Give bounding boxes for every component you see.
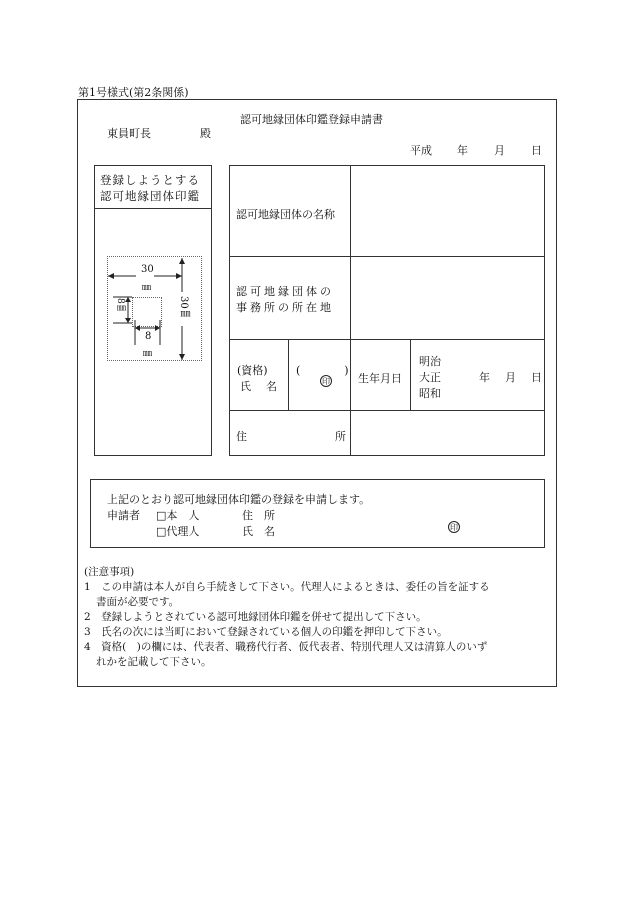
column-divider	[410, 339, 411, 410]
applicant-address-label: 住 所	[242, 509, 275, 522]
form-number: 第1号様式(第2条関係)	[78, 86, 189, 99]
applicant-label: 申請者	[107, 509, 140, 522]
note-4: 4 資格( )の欄には、代表者、職務代行者、仮代表者、特別代理人又は清算人のいず	[84, 641, 488, 653]
applicant-seal-icon: 印	[450, 523, 458, 532]
address-label-b: 所	[335, 430, 346, 443]
row-divider	[229, 256, 545, 257]
declaration-text: 上記のとおり認可地縁団体印鑑の登録を申請します。	[107, 493, 371, 506]
era-taisho: 大正	[419, 371, 441, 384]
office-address-label-1: 認可地縁団体の	[236, 285, 334, 298]
era-showa: 昭和	[419, 387, 441, 400]
dim-30-label: 30	[141, 264, 154, 275]
addressee: 東員町長	[107, 127, 151, 140]
seal-mark-icon: 印	[322, 377, 330, 386]
row-divider	[229, 410, 545, 411]
office-address-label-2: 事務所の所在地	[236, 301, 334, 314]
era-meiji: 明治	[419, 355, 441, 368]
date-day: 日	[531, 144, 542, 157]
representative-name-label: 氏 名	[240, 380, 279, 393]
dim-8-unit: ㎜	[143, 349, 153, 359]
column-divider	[288, 339, 289, 410]
address-label-a: 住	[236, 430, 247, 443]
honorific: 殿	[200, 127, 211, 140]
applicant-self-checkbox[interactable]: □本 人	[156, 509, 200, 522]
note-3: 3 氏名の次には当町において登録されている個人の印鑑を押印して下さい。	[84, 626, 448, 638]
dim-8-label: 8	[145, 331, 152, 342]
qualification-paren: ( )	[296, 364, 349, 377]
dim-30mm-vertical: 30㎜	[178, 296, 189, 319]
dim-30-unit: ㎜	[142, 283, 152, 293]
column-divider	[350, 165, 351, 456]
applicant-agent-checkbox[interactable]: □代理人	[156, 525, 200, 538]
date-month: 月	[494, 144, 505, 157]
seal-header-line2: 認可地縁団体印鑑	[100, 189, 200, 203]
applicant-name-label: 氏 名	[242, 525, 275, 538]
date-era: 平成	[410, 144, 432, 157]
seal-header-line1: 登録しようとする	[100, 173, 200, 187]
note-4-cont: れかを記載して下さい。	[96, 656, 212, 668]
note-1: 1 この申請は本人が自ら手続きして下さい。代理人によるときは、委任の旨を証する	[84, 581, 490, 593]
row-divider	[229, 339, 545, 340]
group-name-label: 認可地縁団体の名称	[236, 208, 335, 221]
birth-date-label: 生年月日	[358, 372, 402, 385]
notes-heading: (注意事項)	[84, 566, 135, 578]
note-2: 2 登録しようとされている認可地縁団体印鑑を併せて提出して下さい。	[84, 611, 427, 623]
qualification-label: (資格)	[237, 364, 268, 377]
date-year: 年	[457, 144, 468, 157]
dim-8mm-vertical: 8㎜	[115, 298, 125, 313]
note-1-cont: 書面が必要です。	[96, 596, 180, 608]
birth-ymd: 年 月 日	[479, 371, 544, 384]
form-title: 認可地縁団体印鑑登録申請書	[240, 113, 383, 126]
